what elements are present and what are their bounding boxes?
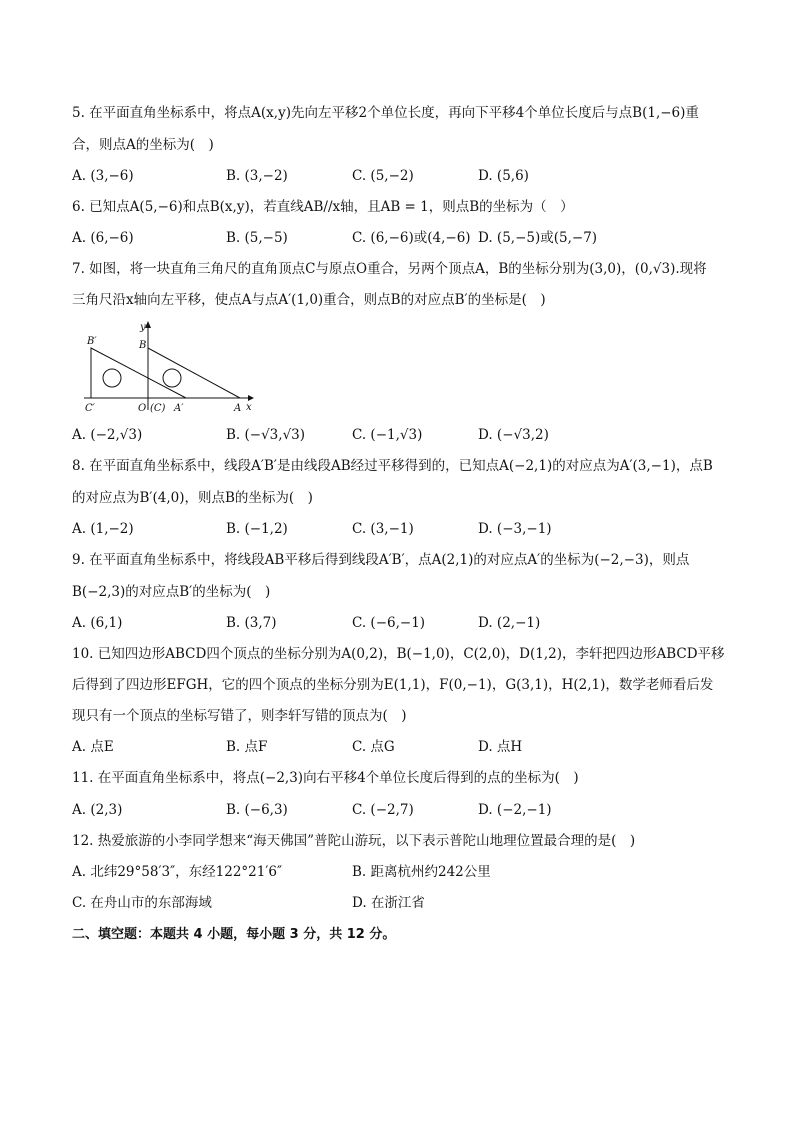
label-y: y: [140, 322, 146, 333]
q6-option-a[interactable]: A. (6,−6): [72, 230, 134, 246]
label-o: O: [138, 403, 147, 414]
q11-option-c[interactable]: C. (−2,7): [352, 802, 414, 818]
q5-stem-line1: 5. 在平面直角坐标系中，将点A(x,y)先向左平移2个单位长度，再向下平移4个单位长度后与点B(1,−6)重: [72, 105, 699, 121]
label-c: (C): [150, 403, 166, 414]
q9-option-d[interactable]: D. (2,−1): [478, 615, 541, 631]
q8-stem-line2: 的对应点为B′(4,0)，则点B的坐标为( ): [72, 490, 313, 506]
q11-option-a[interactable]: A. (2,3): [72, 802, 123, 818]
label-b-prime: B′: [87, 336, 97, 347]
q5-option-a[interactable]: A. (3,−6): [72, 168, 134, 184]
q7-option-b[interactable]: B. (−√3,√3): [226, 427, 306, 443]
q7-figure-coordinate-diagram: [76, 318, 256, 416]
label-a-prime: A′: [174, 403, 184, 414]
q8-option-c[interactable]: C. (3,−1): [352, 521, 414, 537]
q7-stem-line2: 三角尺沿x轴向左平移，使点A与点A′(1,0)重合，则点B的对应点B′的坐标是( ): [72, 292, 546, 308]
q10-stem-line1: 10. 已知四边形ABCD四个顶点的坐标分别为A(0,2)，B(−1,0)，C(2,0)，D(1,2)，李轩把四边形ABCD平移: [72, 646, 725, 662]
q5-stem-line2: 合，则点A的坐标为( ): [72, 137, 214, 153]
q8-option-b[interactable]: B. (−1,2): [226, 521, 288, 537]
q5-option-d[interactable]: D. (5,6): [478, 168, 529, 184]
q7-option-d[interactable]: D. (−√3,2): [478, 427, 549, 443]
q9-option-c[interactable]: C. (−6,−1): [352, 615, 426, 631]
q12-option-c[interactable]: C. 在舟山市的东部海域: [72, 895, 212, 911]
q10-stem-line3: 现只有一个顶点的坐标写错了，则李轩写错的顶点为( ): [72, 708, 407, 724]
q9-option-b[interactable]: B. (3,7): [226, 615, 277, 631]
label-c-prime: C′: [85, 403, 95, 414]
q6-option-b[interactable]: B. (5,−5): [226, 230, 288, 246]
q11-stem-line1: 11. 在平面直角坐标系中，将点(−2,3)向右平移4个单位长度后得到的点的坐标为( ): [72, 770, 579, 786]
original-triangle: [148, 348, 240, 398]
q10-option-d[interactable]: D. 点H: [478, 739, 523, 755]
translated-triangle: [91, 348, 186, 398]
q9-stem-line1: 9. 在平面直角坐标系中，将线段AB平移后得到线段A′B′，点A(2,1)的对应点A′的坐标为(−2,−3)，则点: [72, 552, 690, 568]
q7-option-a[interactable]: A. (−2,√3): [72, 427, 143, 443]
q11-option-d[interactable]: D. (−2,−1): [478, 802, 552, 818]
q9-option-a[interactable]: A. (6,1): [72, 615, 123, 631]
q12-option-b[interactable]: B. 距离杭州约242公里: [352, 864, 491, 880]
q12-stem-line1: 12. 热爱旅游的小李同学想来“海天佛国”普陀山游玩，以下表示普陀山地理位置最合理的是( ): [72, 833, 636, 849]
y-axis-arrow: [145, 321, 151, 328]
q9-stem-line2: B(−2,3)的对应点B′的坐标为( ): [72, 584, 271, 600]
q10-option-c[interactable]: C. 点G: [352, 739, 395, 755]
q8-option-d[interactable]: D. (−3,−1): [478, 521, 552, 537]
label-b: B: [139, 340, 147, 351]
q12-option-d[interactable]: D. 在浙江省: [352, 895, 425, 911]
q6-option-c[interactable]: C. (6,−6)或(4,−6): [352, 230, 471, 246]
q6-option-d[interactable]: D. (5,−5)或(5,−7): [478, 230, 598, 246]
q10-option-b[interactable]: B. 点F: [226, 739, 268, 755]
q7-option-c[interactable]: C. (−1,√3): [352, 427, 423, 443]
translated-triangle-hole: [103, 369, 121, 387]
q8-stem-line1: 8. 在平面直角坐标系中，线段A′B′是由线段AB经过平移得到的，已知点A(−2,1)的对应点为A′(3,−1)，点B: [72, 458, 713, 474]
x-axis-arrow: [248, 395, 254, 401]
section-2-heading: 二、填空题：本题共 4 小题，每小题 3 分，共 12 分。: [72, 927, 396, 942]
label-x: x: [246, 402, 252, 413]
q12-option-a[interactable]: A. 北纬29°58′3″，东经122°21′6″: [72, 864, 283, 880]
q5-option-c[interactable]: C. (5,−2): [352, 168, 414, 184]
original-triangle-hole: [163, 369, 181, 387]
q10-option-a[interactable]: A. 点E: [72, 739, 114, 755]
label-a: A: [234, 403, 242, 414]
q8-option-a[interactable]: A. (1,−2): [72, 521, 134, 537]
q7-stem-line1: 7. 如图，将一块直角三角尺的直角顶点C与原点O重合，另两个顶点A，B的坐标分别为(3,0)，(0,√3).现将: [72, 261, 707, 277]
q6-stem-line1: 6. 已知点A(5,−6)和点B(x,y)，若直线AB//x轴，且AB = 1，则点B的坐标为（ ）: [72, 199, 574, 215]
q5-option-b[interactable]: B. (3,−2): [226, 168, 288, 184]
q10-stem-line2: 后得到了四边形EFGH，它的四个顶点的坐标分别为E(1,1)，F(0,−1)，G(3,1)，H(2,1)，数学老师看后发: [72, 677, 714, 693]
q11-option-b[interactable]: B. (−6,3): [226, 802, 288, 818]
